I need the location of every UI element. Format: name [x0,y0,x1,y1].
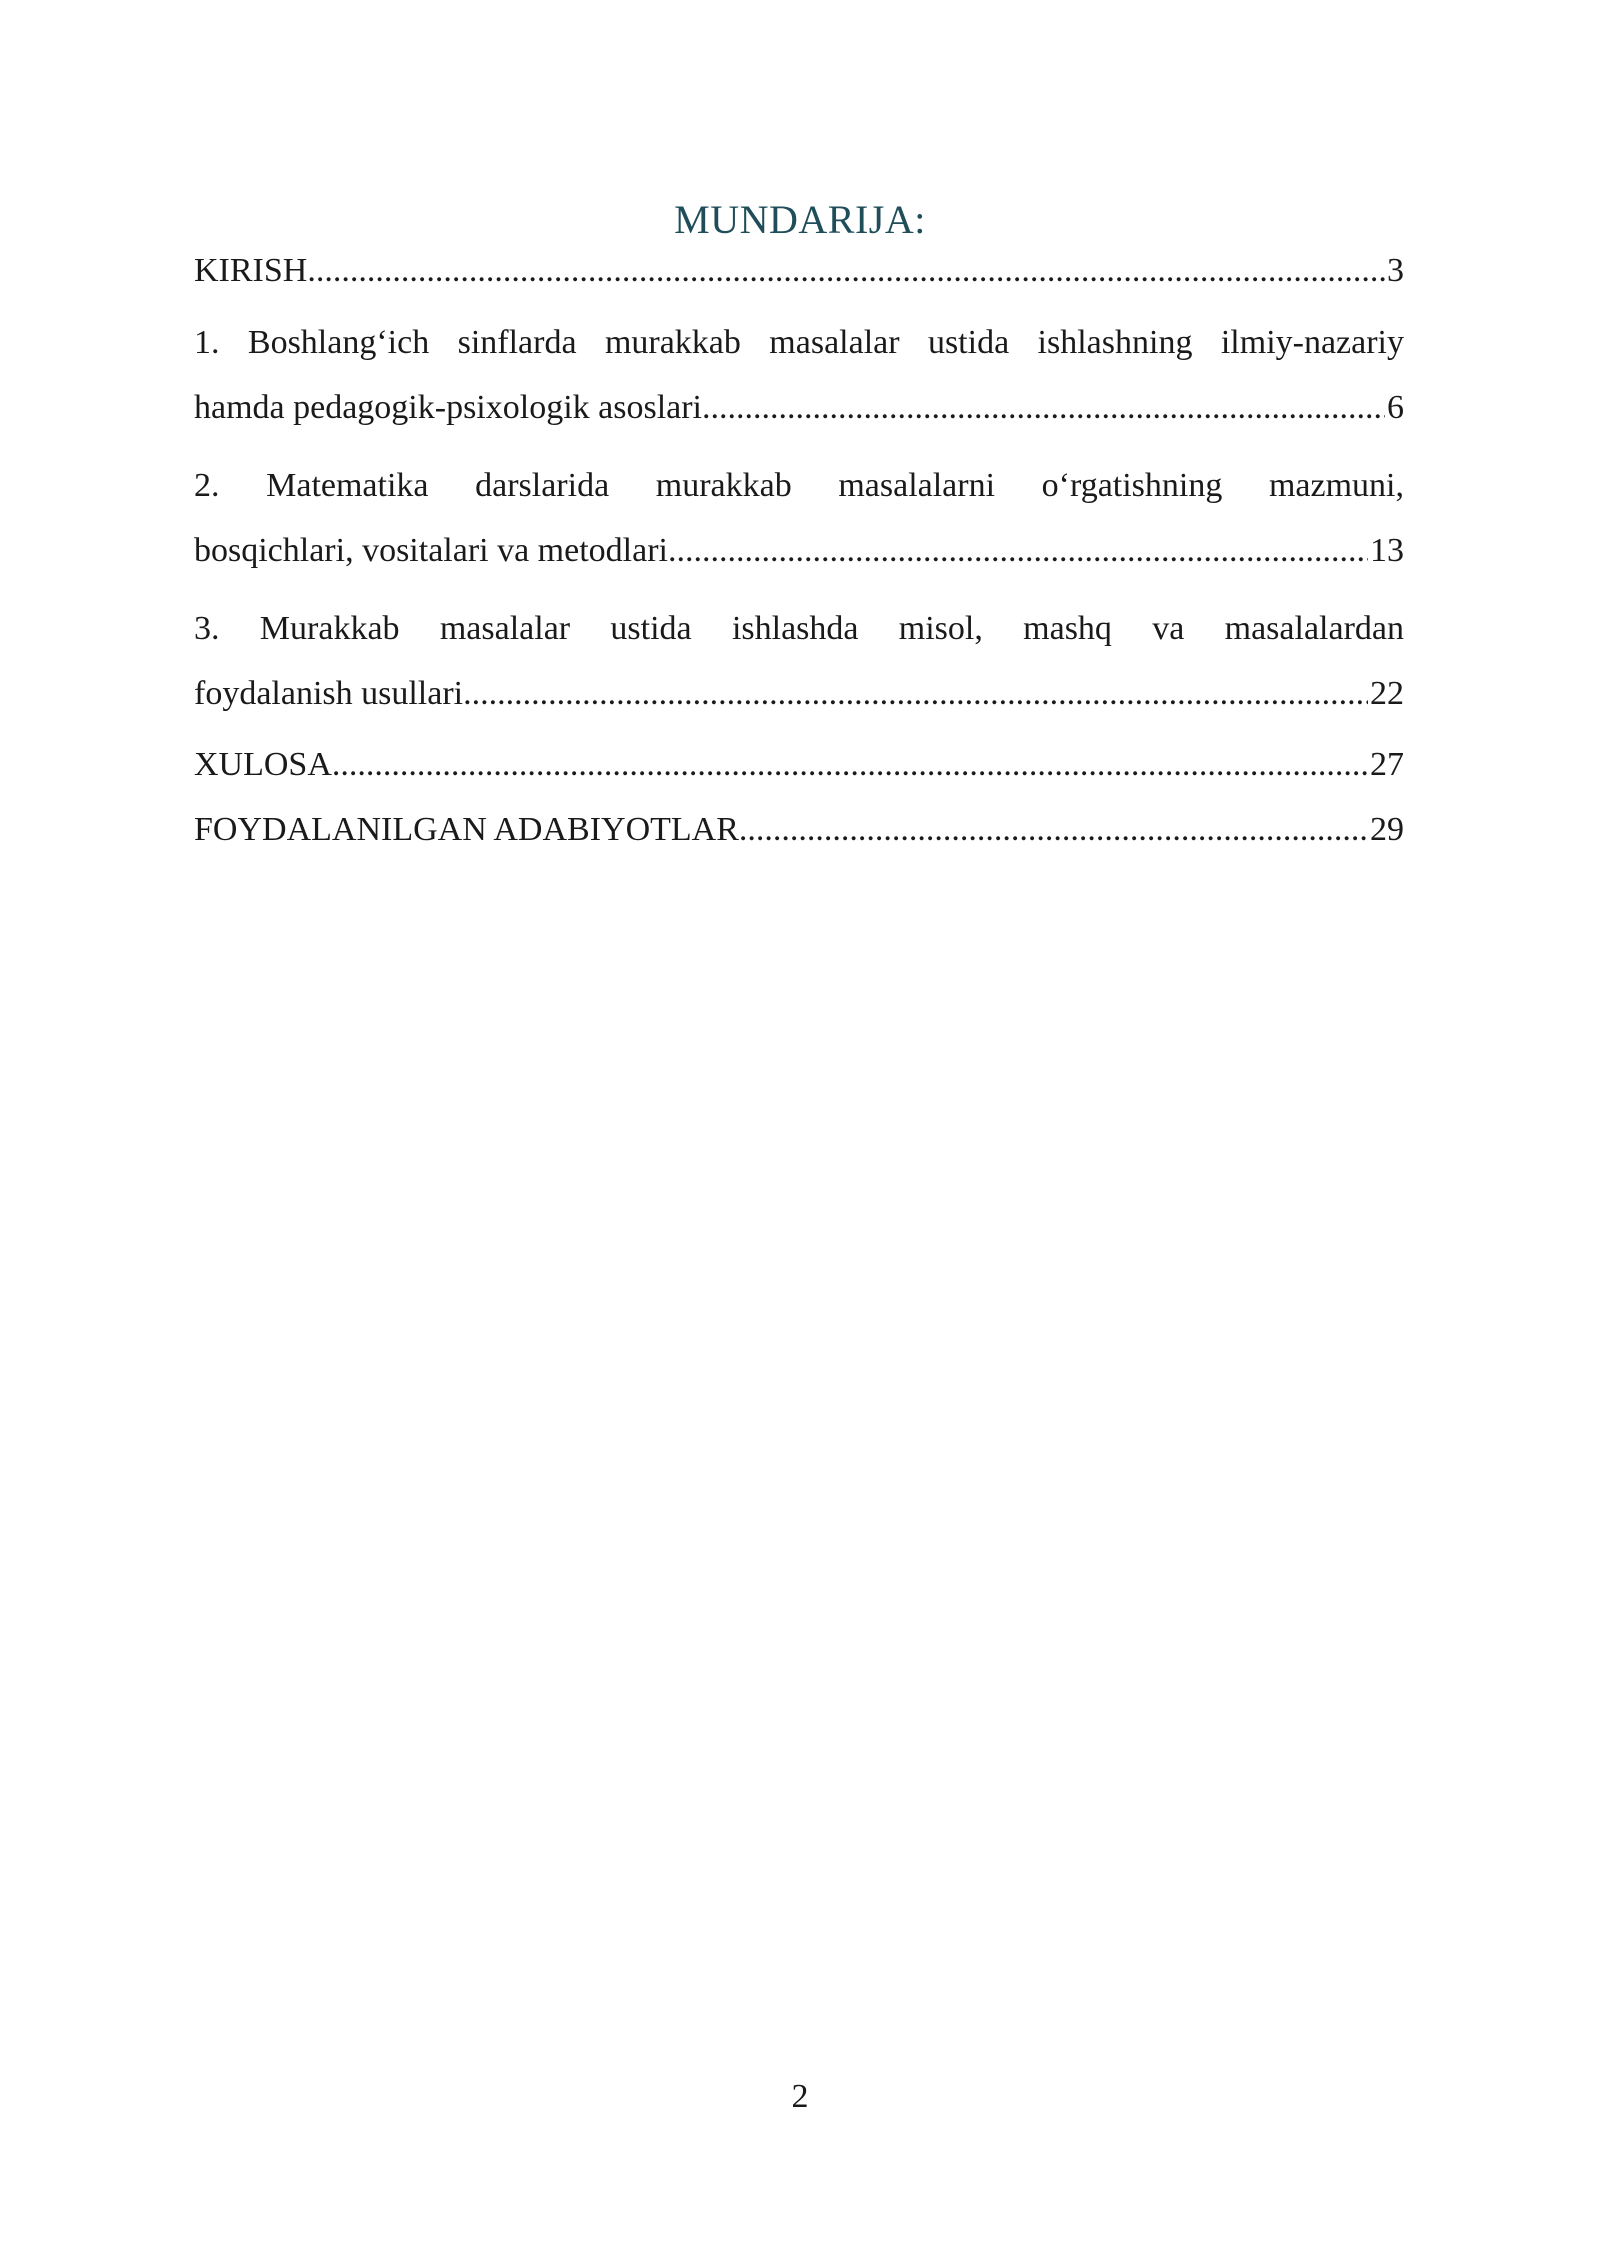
toc-entry-label-line-1: 3. Murakkab masalalar ustida ishlashda misol, mashq va masalalardan [194,610,1404,647]
toc-entry-label-line-2: hamda pedagogik-psixologik asoslari [194,389,703,426]
toc-entry-label: XULOSA [194,746,332,783]
dot-leader [307,245,1385,297]
toc-entry-page: 22 [1370,675,1404,712]
toc-entry-chapter-2[interactable] [194,453,1404,583]
toc-entry-chapter-3[interactable] [194,596,1404,726]
toc-entry-label: FOYDALANILGAN ADABIYOTLAR [194,811,739,848]
dot-leader [702,375,1385,440]
toc-entry-chapter-1[interactable] [194,310,1404,440]
toc-entry-label-line-1: 2. Matematika darslarida murakkab masalalarni o‘rgatishning mazmuni, [194,467,1404,504]
dot-leader [668,518,1368,583]
toc-entry-label-line-2: bosqichlari, vositalari va metodlari [194,532,668,569]
page-number: 2 [791,2078,809,2115]
dot-leader [739,804,1368,856]
toc-entry-label-line-2: foydalanish usullari [194,675,464,712]
toc-entry-adabiyotlar[interactable] [194,804,1404,856]
toc-entry-label-line-1: 1. Boshlang‘ich sinflarda murakkab masalalar ustida ishlashning ilmiy-nazariy [194,324,1404,361]
dot-leader [332,739,1368,791]
toc-entry-page: 3 [1387,252,1404,289]
toc-entry-kirish[interactable] [194,245,1404,297]
dot-leader [463,661,1368,726]
toc-title: MUNDARIJA: [674,197,926,242]
toc-entry-page: 6 [1387,389,1404,426]
table-of-contents [194,245,1404,869]
toc-entry-page: 27 [1370,746,1404,783]
toc-entry-label: KIRISH [194,252,308,289]
toc-entry-page: 29 [1370,811,1404,848]
toc-entry-xulosa[interactable] [194,739,1404,791]
toc-entry-page: 13 [1370,532,1404,569]
